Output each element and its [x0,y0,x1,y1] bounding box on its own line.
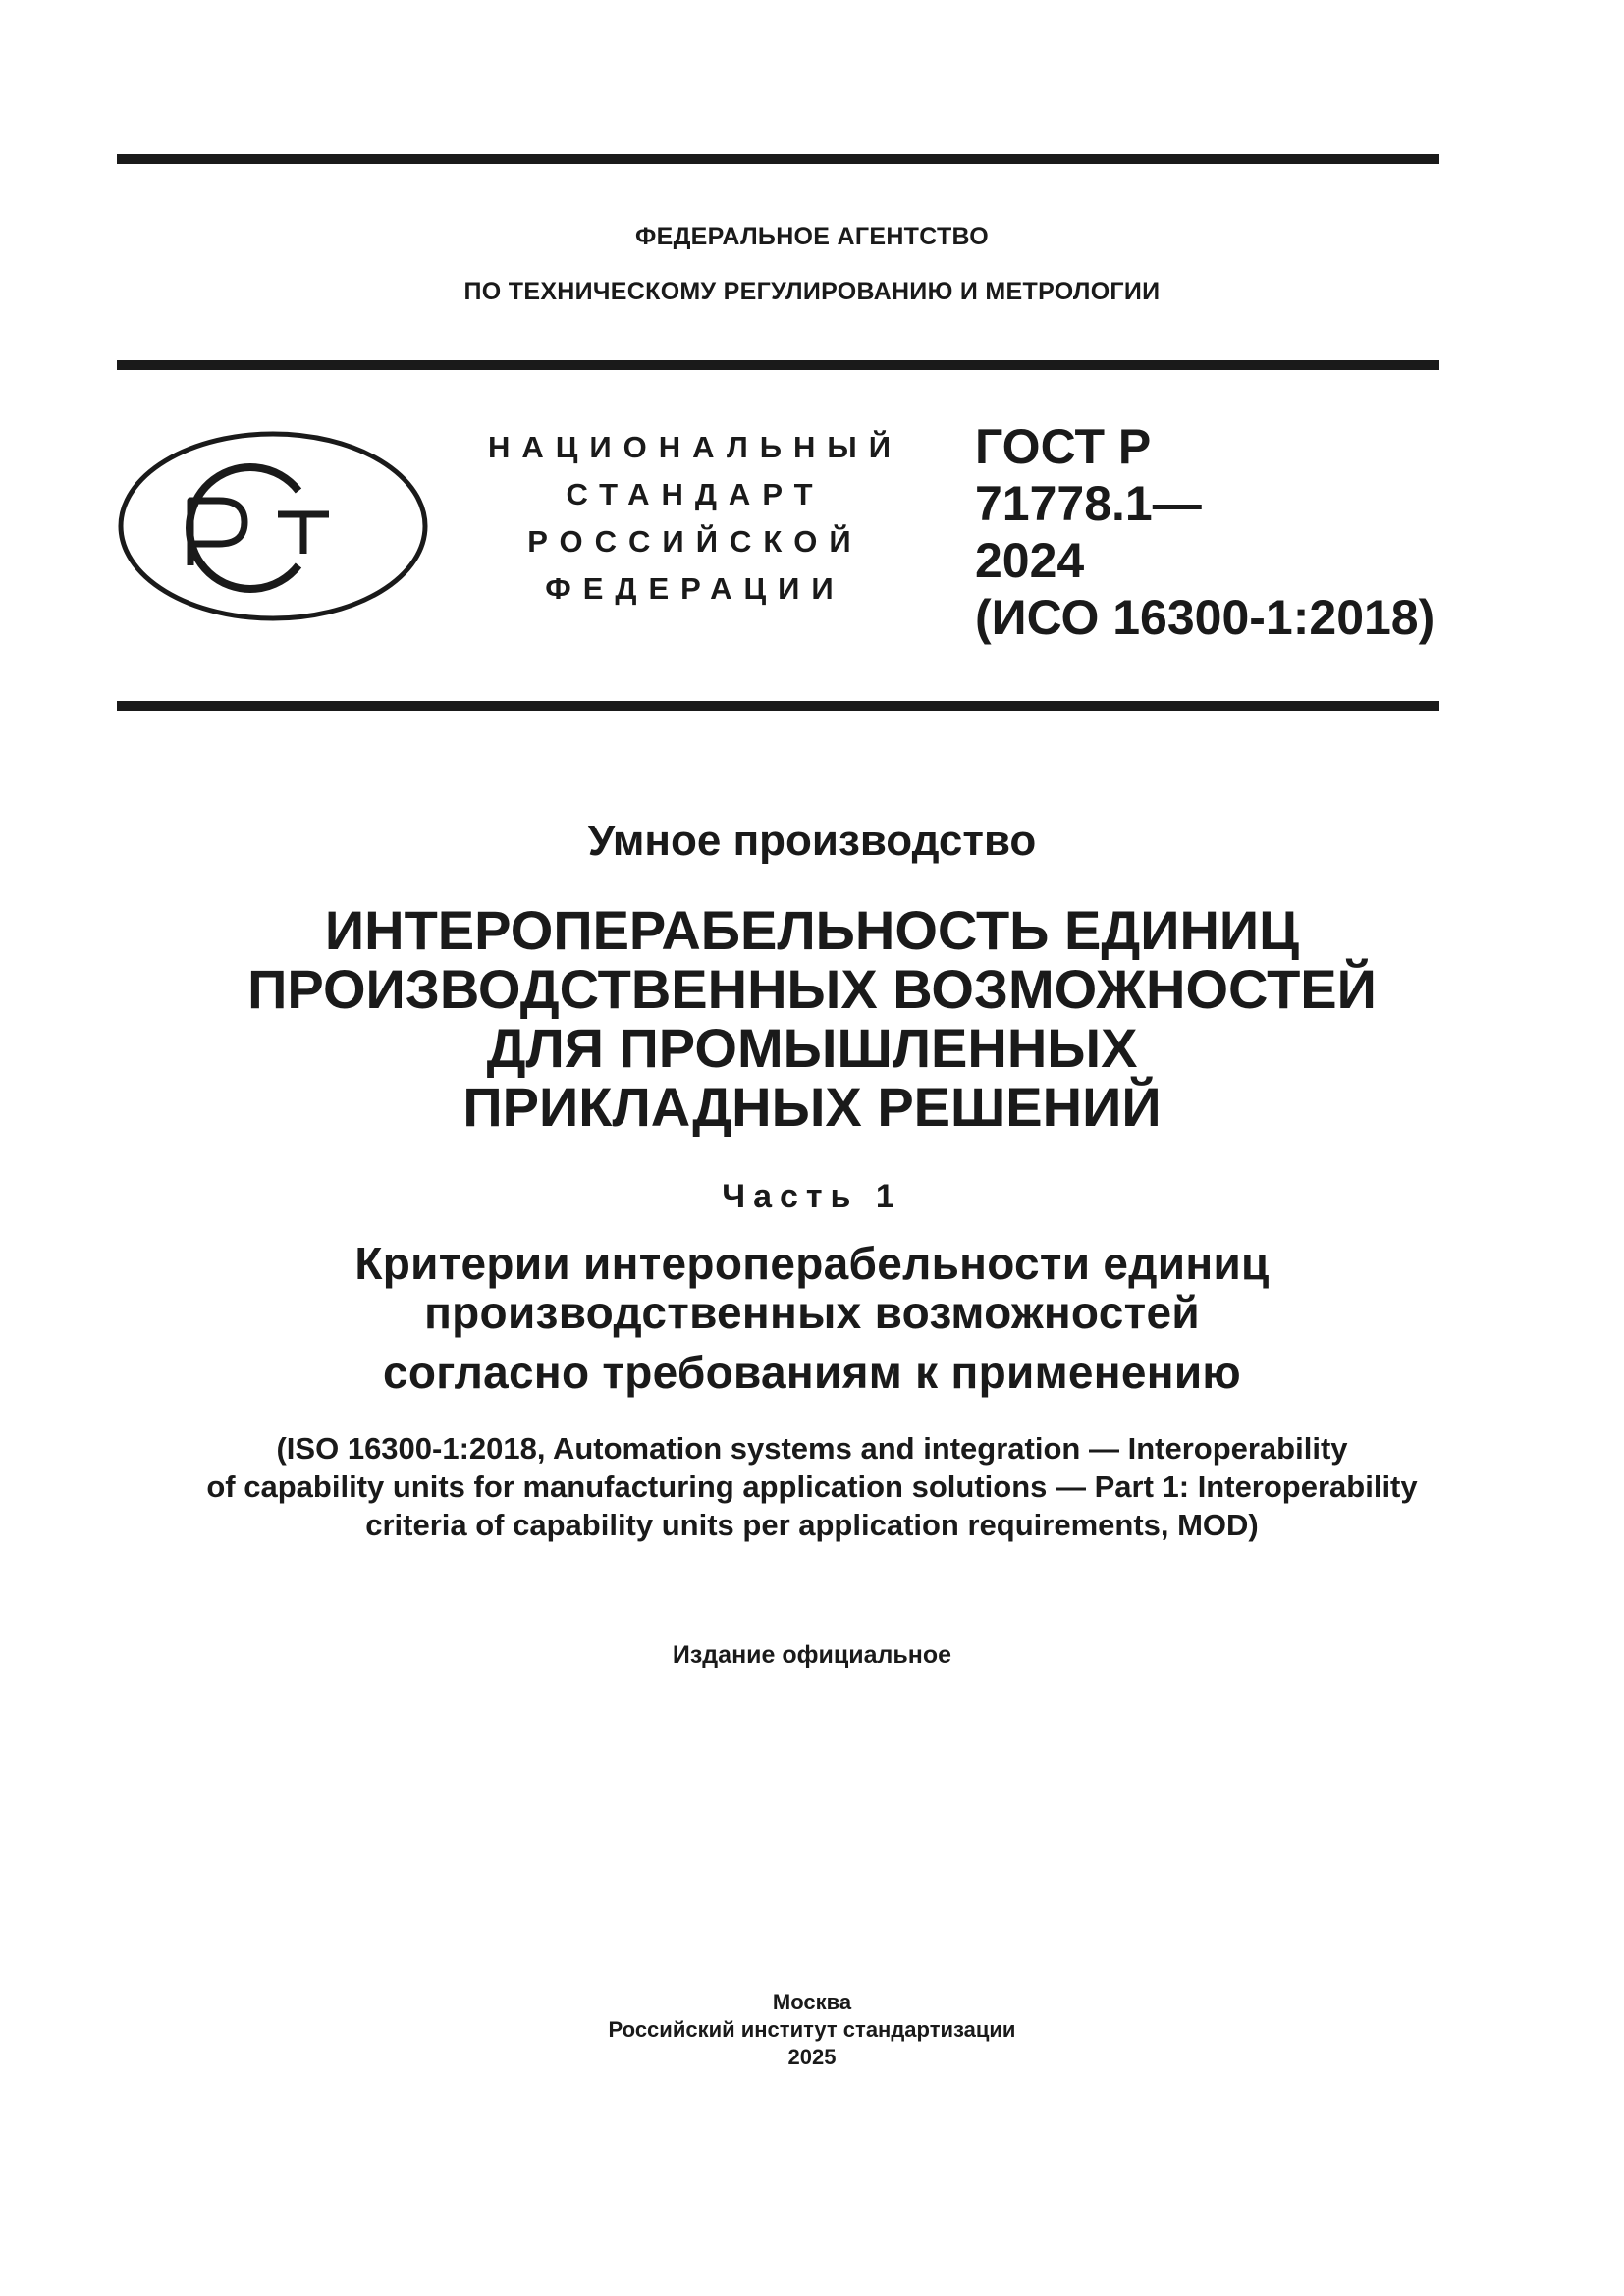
designation-line: 2024 [975,533,1085,588]
edition-label: Издание официальное [672,1641,952,1669]
rst-certification-mark-icon [117,430,429,622]
national-standard-line: СТАНДАРТ [566,477,825,511]
agency-line-2: ПО ТЕХНИЧЕСКОМУ РЕГУЛИРОВАНИЮ И МЕТРОЛОГИИ [463,278,1161,305]
designation-rule [117,701,1439,711]
national-standard-block [460,424,931,613]
part-label: Часть 1 [722,1178,902,1215]
part-title-line: Критерии интероперабельности единиц [354,1238,1270,1289]
document-subtitle: Умное производство [587,817,1037,865]
imprint-city: Москва [772,1990,852,2014]
main-title-line: ДЛЯ ПРОМЫШЛЕННЫХ [486,1017,1138,1079]
national-standard-line: РОССИЙСКОЙ [527,524,863,559]
designation-line: 71778.1— [975,476,1202,531]
agency-line-1: ФЕДЕРАЛЬНОЕ АГЕНТСТВО [634,223,990,250]
national-standard-line: ФЕДЕРАЦИИ [545,571,845,606]
imprint-year: 2025 [787,2045,837,2069]
iso-reference-line: of capability units for manufacturing application solutions — Part 1: Interoperability [206,1469,1418,1504]
main-title-line: ПРОИЗВОДСТВЕННЫХ ВОЗМОЖНОСТЕЙ [247,958,1377,1020]
national-standard-line: НАЦИОНАЛЬНЫЙ [487,430,903,464]
main-title-line: ИНТЕРОПЕРАБЕЛЬНОСТЬ ЕДИНИЦ [324,899,1300,961]
top-rule [117,154,1439,164]
iso-reference-line: criteria of capability units per application requirements, MOD) [365,1508,1259,1542]
part-title-line: согласно требованиям к применению [382,1347,1242,1398]
iso-reference-line: (ISO 16300-1:2018, Automation systems and integration — Interoperability [276,1431,1348,1466]
designation-line: ГОСТ Р [975,419,1152,474]
header-rule [117,360,1439,370]
part-title-line: производственных возможностей [424,1287,1200,1338]
standard-designation [975,418,1435,646]
designation-line: (ИСО 16300-1:2018) [975,590,1435,645]
main-title-line: ПРИКЛАДНЫХ РЕШЕНИЙ [462,1076,1162,1138]
imprint-publisher: Российский институт стандартизации [608,2017,1016,2042]
